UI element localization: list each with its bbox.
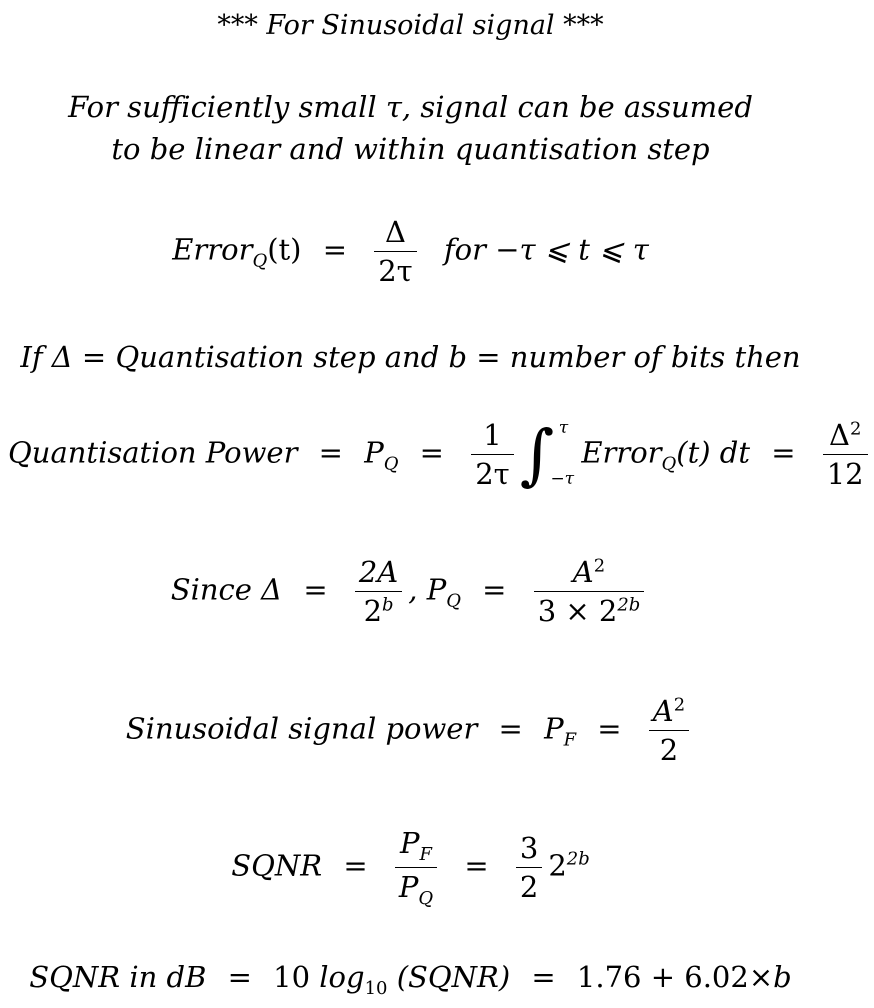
since-result-den-base: 3 × 2 <box>537 594 618 628</box>
db-b: b <box>773 960 792 994</box>
sqnr-den-sub: Q <box>418 887 434 909</box>
since-result-num <box>534 555 645 592</box>
equals-sign: = <box>464 848 489 883</box>
sqnr-fraction <box>395 826 437 909</box>
sqnr-tail: 2 <box>548 848 567 883</box>
equals-sign: = <box>531 960 556 994</box>
sqnr-num-base: P <box>400 826 420 860</box>
equals-sign: = <box>498 711 523 746</box>
integral-lower-limit: −τ <box>550 468 575 489</box>
power-result-num-sup: 2 <box>849 418 862 440</box>
power-label: Quantisation Power <box>8 435 298 470</box>
intro-line-2: to be linear and within quantisation step <box>111 132 710 166</box>
intro-line-1: For sufficiently small τ, signal can be assumed <box>68 90 753 124</box>
signal-fraction <box>649 694 689 767</box>
equals-sign: = <box>227 960 252 994</box>
equals-sign: = <box>343 848 368 883</box>
since-fraction-den <box>355 592 402 628</box>
definition-line: If Δ = Quantisation step and b = number of bits then <box>20 340 801 374</box>
db-coef: 6.02 <box>684 960 749 994</box>
sqnr-fraction-den <box>395 868 437 909</box>
signal-fraction-den: 2 <box>659 733 679 767</box>
db-plus: + <box>650 960 676 994</box>
signal-power-equation <box>0 694 821 767</box>
error-fraction <box>374 215 417 288</box>
equals-sign: = <box>318 435 343 470</box>
power-p-sub: Q <box>383 453 399 475</box>
since-p-sub: Q <box>446 590 461 612</box>
integral-glyph: ∫ <box>519 415 555 493</box>
signal-label: Sinusoidal signal power <box>125 711 478 746</box>
integral-upper-limit: τ <box>558 417 569 438</box>
since-result-den <box>534 592 645 628</box>
power-equation <box>0 415 864 493</box>
power-fraction-den: 2τ <box>475 457 510 491</box>
since-result-fraction <box>534 555 645 628</box>
since-result-num-base: A <box>572 555 594 589</box>
error-fraction-den: 2τ <box>378 254 413 288</box>
integral-symbol <box>519 415 575 493</box>
since-fraction-num: 2A <box>355 555 402 592</box>
db-value: 1.76 <box>576 960 642 994</box>
equals-sign: = <box>482 572 507 607</box>
signal-p-sub: F <box>563 729 577 751</box>
equals-sign: = <box>419 435 444 470</box>
since-prefix: Since Δ <box>170 572 283 607</box>
equals-sign: = <box>771 435 796 470</box>
power-p: P <box>364 435 384 470</box>
error-condition: for −τ ⩽ t ⩽ τ <box>443 232 649 267</box>
power-result-num-base: Δ <box>828 418 850 452</box>
since-equation <box>0 555 821 628</box>
db-arg: (SQNR) <box>396 960 511 994</box>
sqnr-tail-sup: 2b <box>566 848 590 870</box>
db-ten: 10 <box>273 960 311 994</box>
since-den-sup: b <box>382 594 394 616</box>
power-result-num <box>823 418 868 455</box>
integrand-sub: Q <box>661 453 677 475</box>
error-lhs: Error <box>172 232 253 267</box>
sqnr-coefficient-fraction <box>516 831 542 904</box>
since-separator: , <box>408 572 418 607</box>
sqnr-db-equation <box>0 960 821 999</box>
error-fraction-num: Δ <box>374 215 417 252</box>
signal-fraction-num <box>649 694 689 731</box>
since-den-base: 2 <box>363 594 383 628</box>
power-result-den: 12 <box>826 457 864 491</box>
sqnr-num-sub: F <box>419 843 432 865</box>
error-equation <box>0 215 821 288</box>
sqnr-label: SQNR <box>231 848 323 883</box>
since-fraction <box>355 555 402 628</box>
sqnr-equation <box>0 826 821 909</box>
error-lhs-arg: (t) <box>267 232 302 267</box>
since-result-num-sup: 2 <box>593 555 606 577</box>
signal-p: P <box>544 711 564 746</box>
db-log-sub: 10 <box>364 977 388 999</box>
sqnr-fraction-num <box>395 826 437 868</box>
sqnr-coef-den: 2 <box>519 869 539 904</box>
db-times: × <box>748 960 774 994</box>
integrand: Error <box>581 435 662 470</box>
equals-sign: = <box>597 711 622 746</box>
signal-num-base: A <box>652 694 674 728</box>
sqnr-den-base: P <box>398 869 419 904</box>
since-p: P <box>426 572 447 607</box>
signal-num-sup: 2 <box>673 694 686 716</box>
db-log: log <box>319 960 365 994</box>
sqnr-coef-num: 3 <box>516 831 542 868</box>
equals-sign: = <box>322 232 348 267</box>
since-result-den-sup: 2b <box>617 594 641 616</box>
power-result-fraction <box>823 418 868 491</box>
error-lhs-sub: Q <box>252 250 268 272</box>
heading: *** For Sinusoidal signal *** <box>217 10 604 41</box>
equals-sign: = <box>303 572 328 607</box>
db-label: SQNR in dB <box>29 960 207 994</box>
power-fraction-num: 1 <box>471 418 514 455</box>
power-fraction <box>471 418 514 491</box>
integrand-tail: (t) dt <box>676 435 750 470</box>
